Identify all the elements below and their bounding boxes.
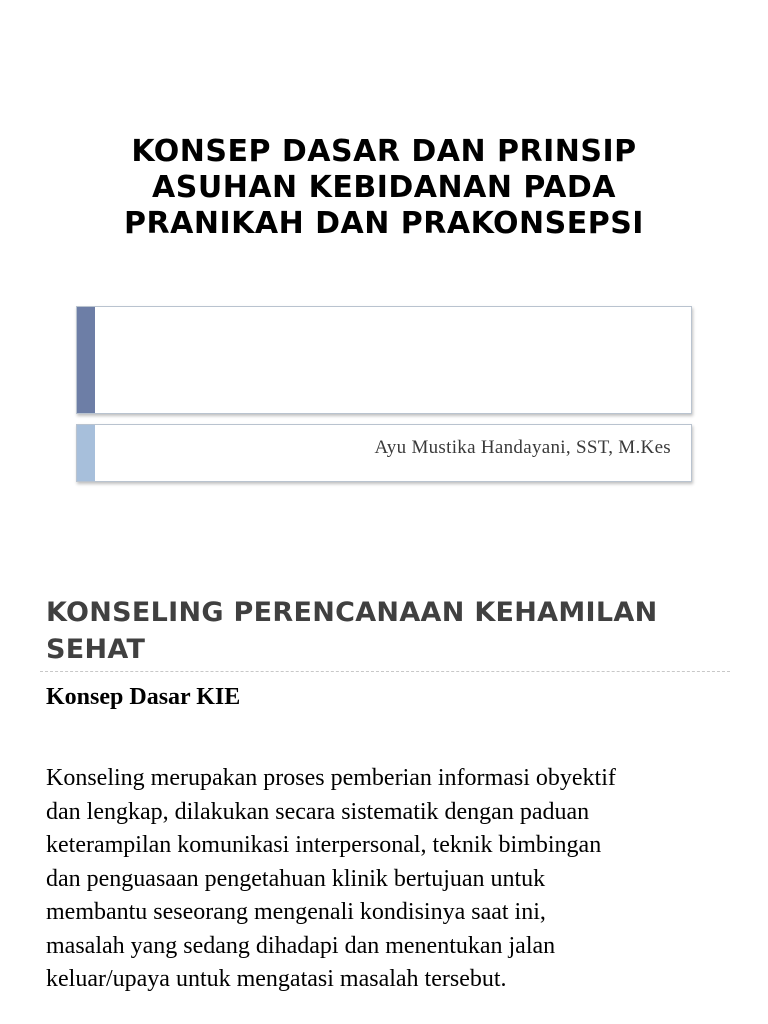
body-line: keterampilan komunikasi interpersonal, teknik bimbingan bbox=[46, 832, 602, 858]
author-name: Ayu Mustika Handayani, SST, M.Kes bbox=[374, 437, 671, 458]
author-accent-bar bbox=[77, 425, 95, 481]
title-line: SEHAT bbox=[46, 634, 146, 665]
title-line: PRANIKAH DAN PRAKONSEPSI bbox=[124, 206, 644, 241]
title-line: ASUHAN KEBIDANAN PADA bbox=[152, 170, 616, 205]
body-line: dan lengkap, dilakukan secara sistematik dengan paduan bbox=[46, 798, 590, 825]
body-line: keluar/upaya untuk mengatasi masalah tersebut. bbox=[46, 966, 507, 992]
subheading: Konsep Dasar KIE bbox=[46, 684, 241, 710]
heading-divider bbox=[40, 671, 730, 672]
slide-content-heading bbox=[46, 594, 736, 668]
slide-title-heading bbox=[60, 134, 708, 242]
subtitle-box bbox=[76, 306, 692, 414]
author-box bbox=[76, 424, 692, 482]
body-line: membantu seseorang mengenali kondisinya saat ini, bbox=[46, 899, 546, 925]
title-line: KONSELING PERENCANAAN KEHAMILAN bbox=[46, 597, 658, 628]
body-line: masalah yang sedang dihadapi dan menentukan jalan bbox=[46, 932, 556, 959]
body-paragraph bbox=[46, 762, 736, 997]
subtitle-accent-bar bbox=[77, 307, 95, 413]
body-line: Konseling merupakan proses pemberian informasi obyektif bbox=[46, 765, 616, 791]
title-line: KONSEP DASAR DAN PRINSIP bbox=[131, 134, 637, 169]
slide-content bbox=[0, 560, 768, 1024]
body-line: dan penguasaan pengetahuan klinik bertujuan untuk bbox=[46, 865, 546, 892]
